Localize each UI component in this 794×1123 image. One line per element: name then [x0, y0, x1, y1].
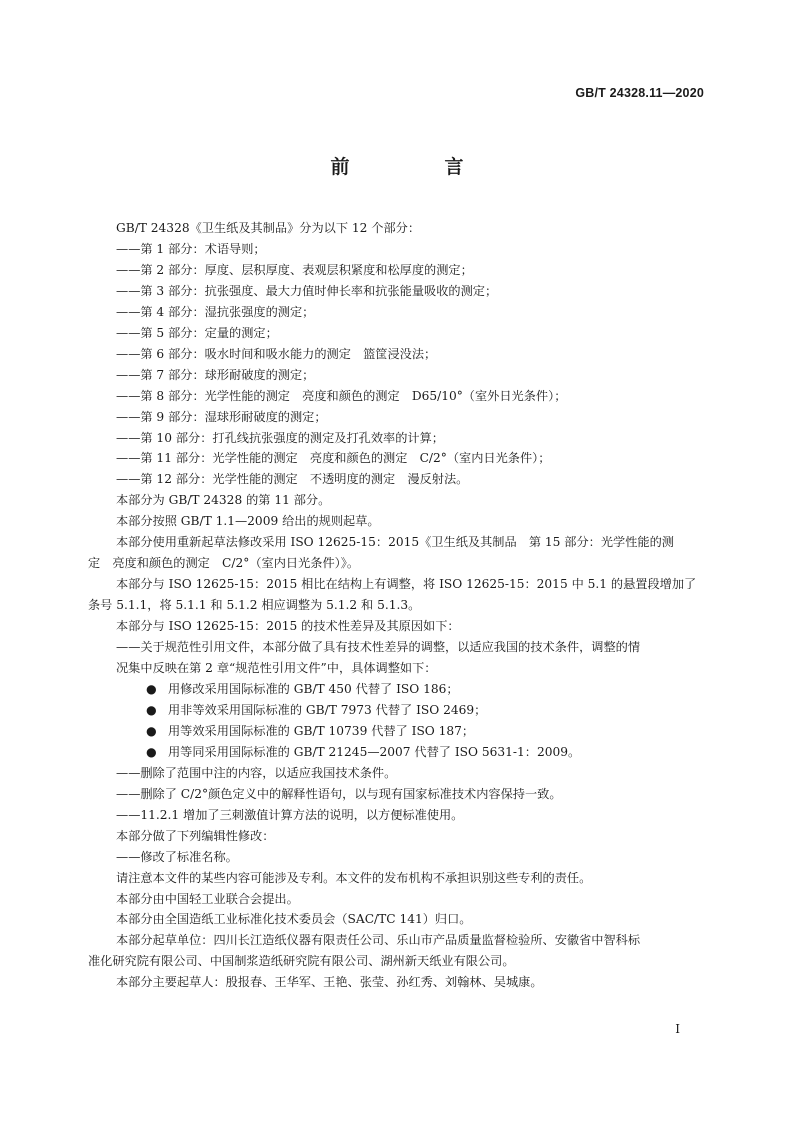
bullet-item-4	[116, 742, 706, 763]
statement-proposer: 本部分由中国轻工业联合会提出。	[116, 891, 299, 906]
intro-line: GB/T 24328《卫生纸及其制品》分为以下 12 个部分：	[116, 221, 421, 235]
bullet-icon: ●	[146, 702, 157, 717]
statement-structure-line1: 本部分与 ISO 12625-15：2015 相比在结构上有调整，将 ISO 12625-15：2015 中 5.1 的悬置段增加了	[116, 577, 697, 592]
statement-patent: 请注意本文件的某些内容可能涉及专利。本文件的发布机构不承担识别这些专利的责任。	[116, 870, 592, 885]
difference-2: ——删除了范围中注的内容，以适应我国技术条件。	[116, 765, 397, 780]
statement-adoption-line1: 本部分使用重新起草法修改采用 ISO 12625-15：2015《卫生纸及其制品 第 15 部分：光学性能的测	[116, 535, 674, 550]
bullet-text: 用修改采用国际标准的 GB/T 450 代替了 ISO 186；	[168, 681, 459, 696]
part-item-11: ——第 11 部分：光学性能的测定 亮度和颜色的测定 C/2°（室内日光条件）；	[116, 451, 551, 466]
statement-drafters-org-line1: 本部分起草单位：四川长江造纸仪器有限责任公司、乐山市产品质量监督检验所、安徽省中智科标	[116, 933, 641, 948]
bullet-text: 用非等效采用国际标准的 GB/T 7973 代替了 ISO 2469；	[168, 702, 487, 717]
statement-adoption-line2: 定 亮度和颜色的测定 C/2°（室内日光条件）》。	[88, 556, 360, 571]
statement-editorial: 本部分做了下列编辑性修改：	[116, 828, 275, 843]
part-item-3: ——第 3 部分：抗张强度、最大力值时伸长率和抗张能量吸收的测定；	[116, 283, 498, 298]
part-item-10: ——第 10 部分：打孔线抗张强度的测定及打孔效率的计算；	[116, 430, 444, 445]
difference-3: ——删除了 C/2°颜色定义中的解释性语句，以与现有国家标准技术内容保持一致。	[116, 786, 562, 801]
part-item-6: ——第 6 部分：吸水时间和吸水能力的测定 篮筐浸没法；	[116, 346, 437, 361]
part-item-2: ——第 2 部分：厚度、层积厚度、表观层积紧度和松厚度的测定；	[116, 262, 473, 277]
difference-1-line1: ——关于规范性引用文件，本部分做了具有技术性差异的调整，以适应我国的技术条件，调整的情	[116, 640, 641, 655]
statement-drafters: 本部分主要起草人：殷报春、王华军、王艳、张莹、孙红秀、刘翰林、吴城康。	[116, 975, 543, 990]
statement-structure-line2: 条号 5.1.1，将 5.1.1 和 5.1.2 相应调整为 5.1.2 和 5.1.3。	[88, 598, 421, 613]
difference-1-line2: 况集中反映在第 2 章“规范性引用文件”中，具体调整如下：	[116, 661, 437, 676]
bullet-item-3	[116, 721, 706, 742]
bullet-icon: ●	[146, 681, 157, 696]
statement-committee: 本部分由全国造纸工业标准化技术委员会（SAC/TC 141）归口。	[116, 912, 472, 927]
statement-differences: 本部分与 ISO 12625-15：2015 的技术性差异及其原因如下：	[116, 619, 460, 634]
part-item-7: ——第 7 部分：球形耐破度的测定；	[116, 367, 315, 382]
page-number: I	[675, 1022, 680, 1036]
part-item-5: ——第 5 部分：定量的测定；	[116, 325, 278, 340]
editorial-item-1: ——修改了标准名称。	[116, 849, 238, 864]
foreword-body	[88, 218, 706, 993]
part-item-12: ——第 12 部分：光学性能的测定 不透明度的测定 漫反射法。	[116, 472, 469, 487]
part-item-9: ——第 9 部分：湿球形耐破度的测定；	[116, 409, 327, 424]
bullet-item-2	[116, 700, 706, 721]
statement-drafters-org-line2: 准化研究院有限公司、中国制浆造纸研究院有限公司、湖州新天纸业有限公司。	[88, 954, 515, 969]
bullet-item-1	[116, 679, 706, 700]
part-item-1: ——第 1 部分：术语导则；	[116, 241, 266, 256]
standard-code: GB/T 24328.11—2020	[575, 86, 704, 100]
statement-part-number: 本部分为 GB/T 24328 的第 11 部分。	[116, 493, 331, 508]
page-title: 前 言	[330, 156, 502, 178]
bullet-icon: ●	[146, 723, 157, 738]
bullet-text: 用等同采用国际标准的 GB/T 21245—2007 代替了 ISO 5631-1：2009。	[168, 744, 581, 759]
bullet-icon: ●	[146, 744, 157, 759]
part-item-8: ——第 8 部分：光学性能的测定 亮度和颜色的测定 D65/10°（室外日光条件）；	[116, 388, 567, 403]
bullet-text: 用等效采用国际标准的 GB/T 10739 代替了 ISO 187；	[168, 723, 475, 738]
statement-drafting-rules: 本部分按照 GB/T 1.1—2009 给出的规则起草。	[116, 514, 380, 529]
difference-4: ——11.2.1 增加了三刺激值计算方法的说明，以方便标准使用。	[116, 807, 464, 822]
part-item-4: ——第 4 部分：湿抗张强度的测定；	[116, 304, 315, 319]
